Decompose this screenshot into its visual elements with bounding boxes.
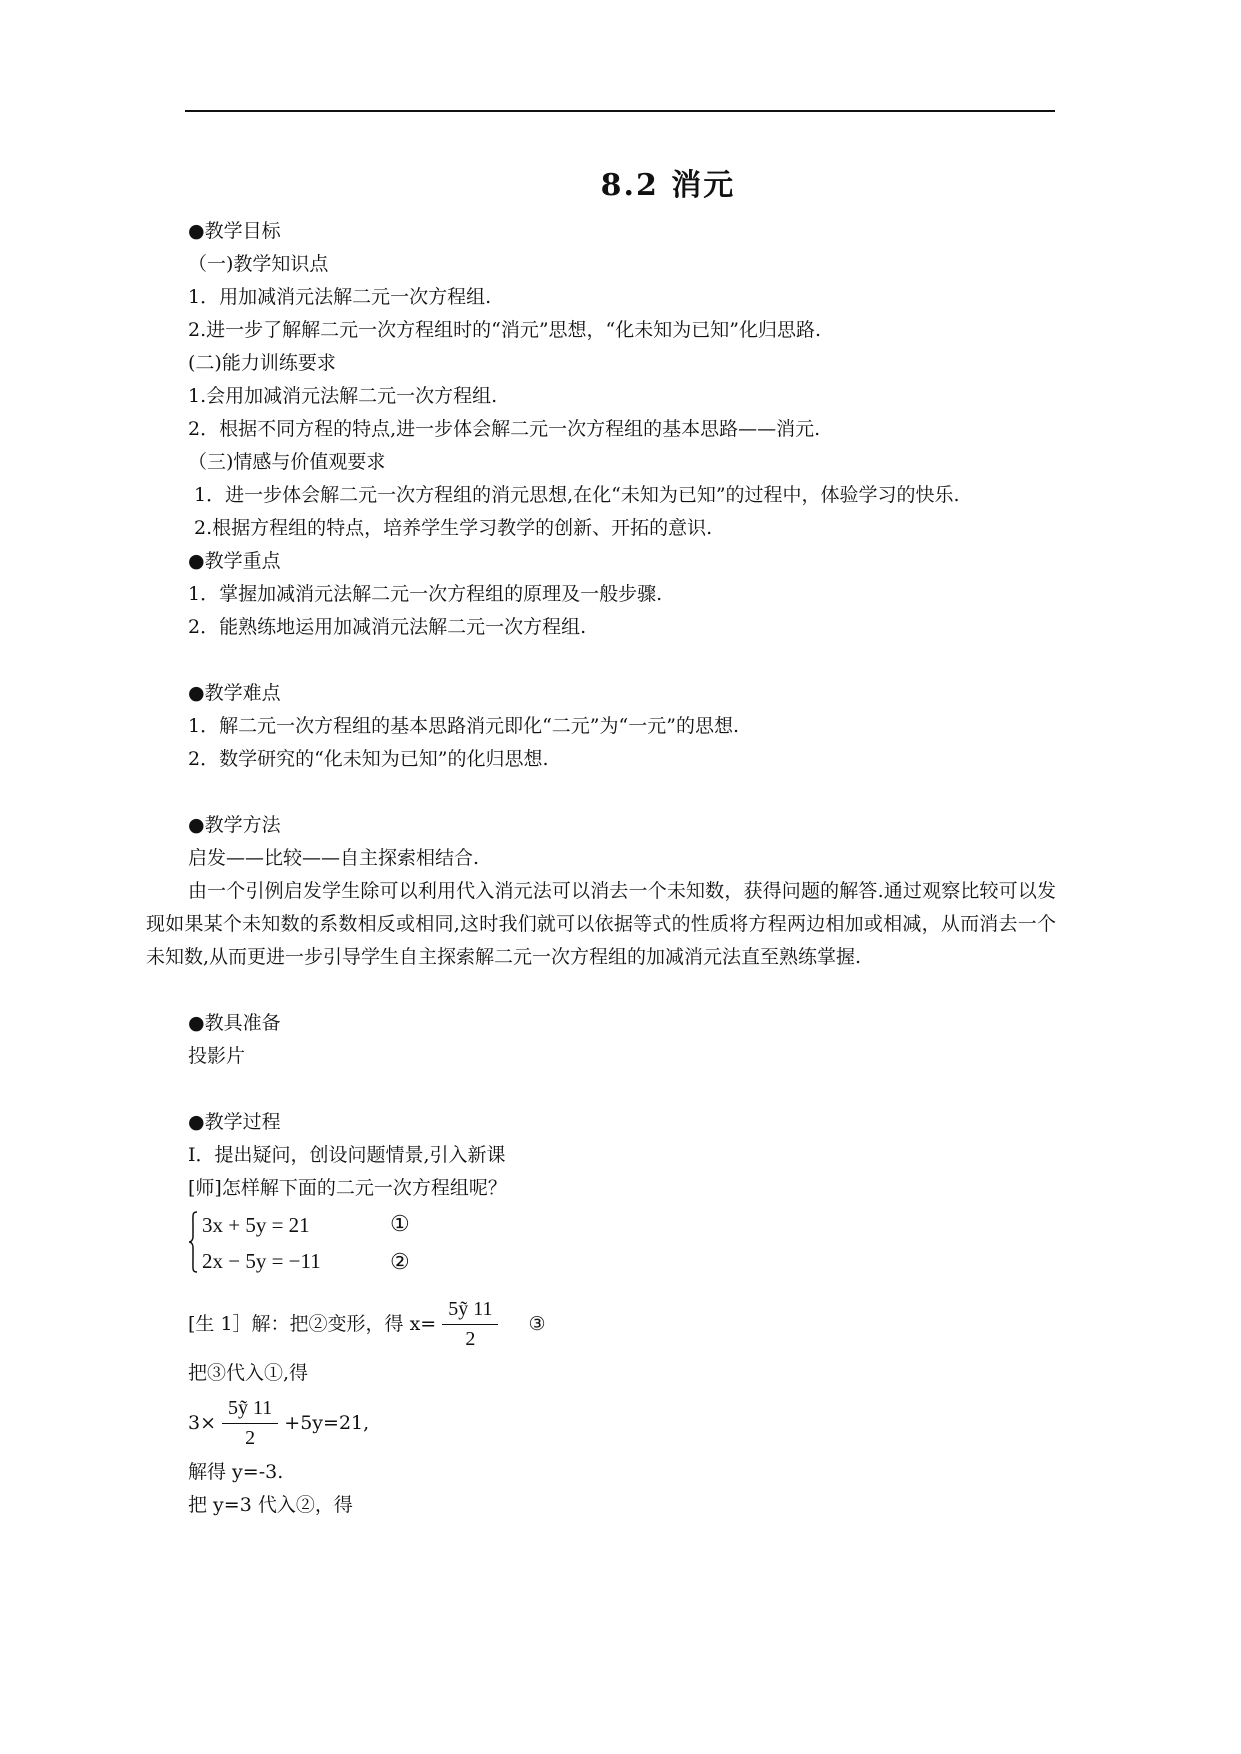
section-heading-method: ●教学方法 [188, 814, 281, 836]
list-item: 2．根据不同方程的特点,进一步体会解二元一次方程组的基本思路——消元. [188, 418, 821, 440]
subheading-knowledge: （一)教学知识点 [188, 253, 329, 275]
fraction-denominator: 2 [465, 1327, 476, 1350]
brace-icon [188, 1211, 198, 1273]
list-item: 2．能熟练地运用加减消元法解二元一次方程组. [188, 616, 587, 638]
section-heading-key: ●教学重点 [188, 550, 281, 572]
tools-line: 投影片 [188, 1045, 246, 1067]
section-heading-difficult: ●教学难点 [188, 682, 281, 704]
fraction [442, 1296, 498, 1353]
solution-step-2: 把③代入①,得 [188, 1362, 309, 1384]
list-item: 2．数学研究的“化未知为已知”的化归思想. [188, 748, 549, 770]
method-paragraph: 由一个引例启发学生除可以利用代入消元法可以消去一个未知数，获得问题的解答.通过观察比较可以发现如果某个未知数的系数相反或相同,这时我们就可以依据等式的性质将方程两边相加或相减，从而消去一个未知数,从而更进一步引导学生自主探索解二元一次方程组的加减消元法直至熟练掌握. [146, 880, 1056, 968]
section-heading-tools: ●教具准备 [188, 1012, 281, 1034]
subheading-ability: (二)能力训练要求 [188, 352, 336, 374]
equation-2-marker: ② [390, 1249, 410, 1274]
equation-3-marker: ③ [528, 1312, 546, 1335]
solution-step-1-prefix: [生 1］解：把②变形，得 x= [188, 1312, 437, 1335]
list-item: 1．用加减消元法解二元一次方程组. [188, 286, 492, 308]
list-item: 1．掌握加减消元法解二元一次方程组的原理及一般步骤. [188, 583, 663, 605]
list-item: 2.进一步了解解二元一次方程组时的“消元”思想，“化未知为已知”化归思路. [188, 319, 822, 341]
solution-step-3 [188, 1390, 1056, 1456]
equation-1-marker: ① [390, 1211, 410, 1236]
subheading-values: （三)情感与价值观要求 [188, 451, 386, 473]
solution-step-3-suffix: +5y=21, [284, 1411, 370, 1434]
solution-step-1 [188, 1291, 1056, 1357]
process-step: Ⅰ．提出疑问，创设问题情景,引入新课 [188, 1144, 506, 1166]
list-item: 1．解二元一次方程组的基本思路消元即化“二元”为“一元”的思想. [188, 715, 739, 737]
fraction-denominator: 2 [245, 1426, 256, 1449]
method-line: 启发——比较——自主探索相结合. [188, 847, 480, 869]
fraction-numerator: 5ỹ 11 [222, 1395, 278, 1424]
list-item: 1.会用加减消元法解二元一次方程组. [188, 385, 498, 407]
equation-system [188, 1209, 1056, 1285]
list-item: 1．进一步体会解二元一次方程组的消元思想,在化“未知为已知”的过程中，体验学习的快乐. [194, 484, 960, 506]
fraction [222, 1395, 278, 1452]
solution-step-3-prefix: 3× [188, 1411, 217, 1434]
solution-step-5: 把 y=3 代入②，得 [188, 1494, 353, 1516]
equation-2: 2x − 5y = −11 [202, 1249, 321, 1273]
fraction-numerator: 5ỹ 11 [442, 1296, 498, 1325]
equation-1: 3x + 5y = 21 [202, 1213, 310, 1237]
document-body [146, 215, 1056, 1522]
teacher-question: [师]怎样解下面的二元一次方程组呢？ [188, 1177, 507, 1199]
page-title: 8.2 消元 [600, 168, 736, 203]
header-rule [185, 110, 1055, 112]
list-item: 2.根据方程组的特点，培养学生学习教学的创新、开拓的意识. [194, 517, 713, 539]
solution-step-4: 解得 y=-3. [188, 1461, 284, 1483]
section-heading-process: ●教学过程 [188, 1111, 281, 1133]
section-heading-goals: ●教学目标 [188, 220, 281, 242]
